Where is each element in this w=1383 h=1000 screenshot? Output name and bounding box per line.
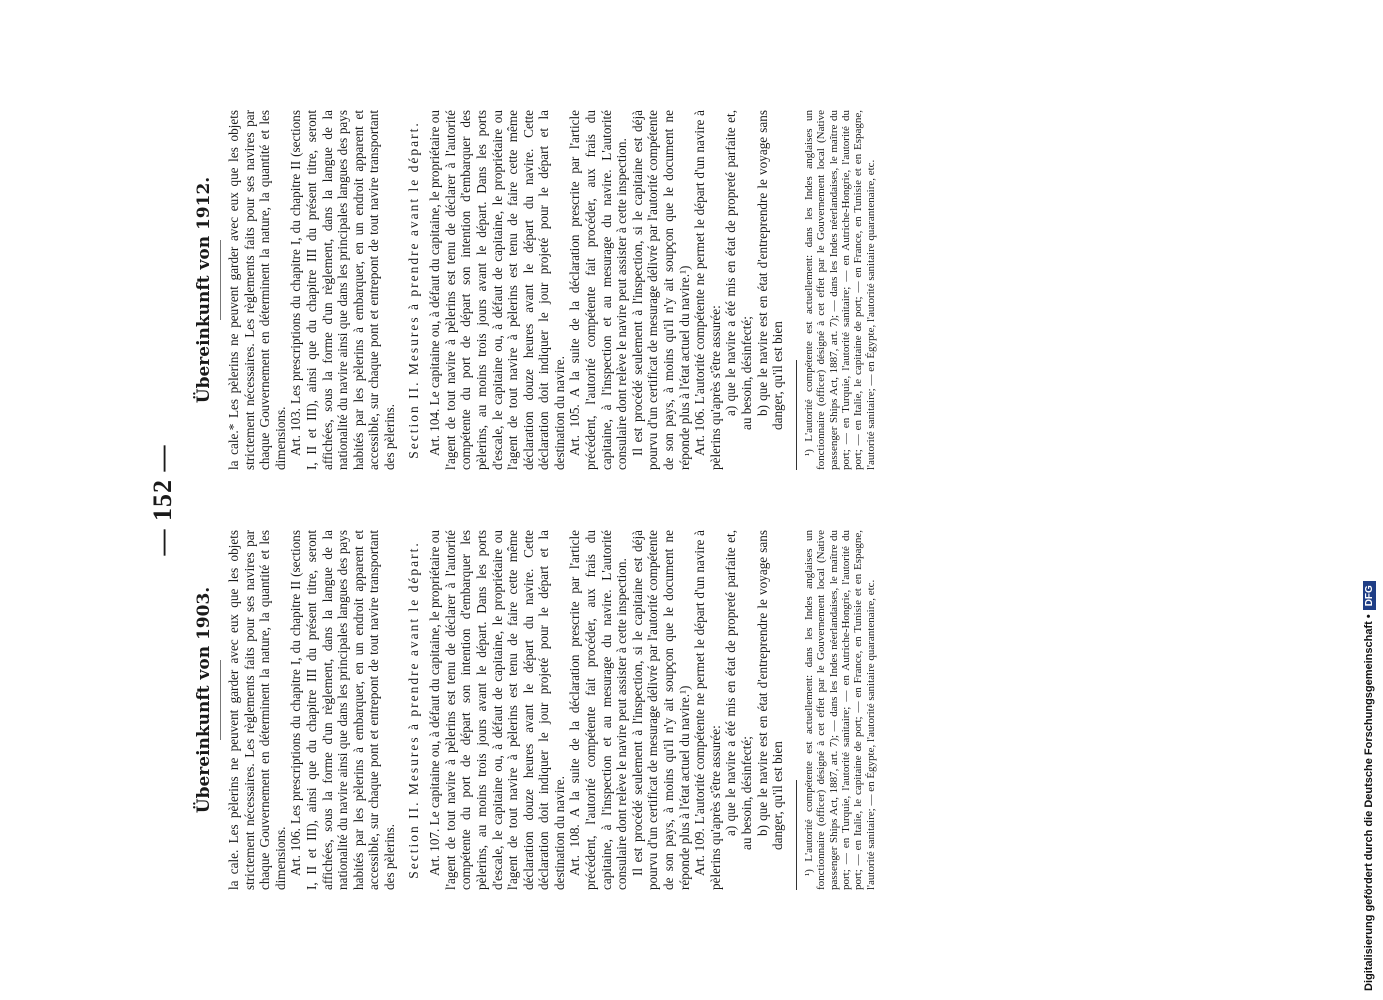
left-column-heading: Übereinkunft von 1903. — [194, 586, 214, 814]
right-heading-rule — [220, 240, 221, 320]
paragraph: Il est procédé seulement à l'inspection, si le capitaine est déjà pourvu d'un certificat de mesurage délivré par l'autorité compétente de son pays, à moins qu'il n'y ait soupçon que le document ne réponde plus à l'état actuel du navire.¹) — [629, 530, 692, 890]
scanned-page — [140, 80, 1200, 920]
list-item-b: b) que le navire est en état d'entreprendre le voyage sans danger, qu'il est bien — [754, 530, 786, 850]
paragraph: la cale. Les pèlerins ne peuvent garder avec eux que les objets strictement nécessaires. Les règlements faits pour ses navires par chaque Gouvernement en déterminent la nature, la quantité et les dimensions. — [226, 530, 288, 890]
digitization-credit-strip — [1361, 6, 1381, 996]
digitization-credit — [1363, 11, 1376, 991]
paragraph-art-109: Art. 109. L'autorité compétente ne permet le départ d'un navire à pèlerins qu'après s'être assurée: — [692, 530, 723, 890]
paragraph-art-104: Art. 104. Le capitaine ou, à défaut du capitaine, le propriétaire ou l'agent de tout navire à pèlerins est tenu de déclarer à l'autorité compétente du port de départ son intention d'embarquer des pèlerins, au moins trois jours avant le départ. Dans les ports d'escale, le capitaine ou, à défaut de capitaine, le propriétaire ou l'agent de tout navire à pèlerins est tenu de faire cette même déclaration douze heures avant le départ du navire. Cette déclaration doit indiquer le jour projeté pour le départ et la destination du navire. — [427, 110, 567, 470]
list-item-a: a) que le navire a été mis en état de propreté parfaite et, au besoin, désinfecté; — [723, 110, 754, 430]
section-title: Section II. Mesures à prendre avant le départ. — [405, 121, 421, 459]
footnote-separator — [796, 780, 797, 890]
paragraph-art-106: Art. 106. L'autorité compétente ne permet le départ d'un navire à pèlerins qu'après s'être assurée: — [692, 110, 723, 470]
paragraph-art-106: Art. 106. Les prescriptions du chapitre I, du chapitre II (sections I, II et III), ainsi que du chapitre III du présent titre, seront affichées, sous la forme d'un règlement, dans la langue de la nationalité du navire ainsi que dans les principales langues des pays habités par les pèlerins à embarquer, en un endroit apparent et accessible, sur chaque pont et entrepont de tout navire transportant des pèlerins. — [288, 530, 397, 890]
right-column — [226, 110, 877, 470]
footnote: ¹) L'autorité compétente est actuellement: dans les Indes anglaises un fonctionnaire (officer) désigné à cet effet par le Gouvernement local (Native passenger Ships Act, 1887, art. 7); — dans les Indes néerlandaises, le maître du port; — en Turquie, l'autorité sanitaire; — en Autriche-Hongrie, l'autorité du port; — en Italie, le capitaine de port; — en France, en Tunisie et en Espagne, l'autorité sanitaire; — en Égypte, l'autorité sanitaire quarantenaire, etc. — [802, 530, 877, 890]
paragraph-art-103: Art. 103. Les prescriptions du chapitre I, du chapitre II (sections I, II et III), ainsi que du chapitre III du présent titre, seront affichées, sous la forme d'un règlement, dans la langue de la nationalité du navire ainsi que dans les principales langues des pays habités par les pèlerins à embarquer, en un endroit apparent et accessible, sur chaque pont et entrepont de tout navire transportant des pèlerins. — [288, 110, 397, 470]
right-column-heading: Übereinkunft von 1912. — [194, 176, 214, 404]
paragraph: Il est procédé seulement à l'inspection, si le capitaine est déjà pourvu d'un certificat de mesurage délivré par l'autorité compétente de son pays, à moins qu'il n'y ait soupçon que le document ne réponde plus à l'état actuel du navire.¹) — [629, 110, 692, 470]
digitization-credit-text: Digitalisierung gefördert durch die Deutsche Forschungsgemeinschaft • — [1363, 614, 1375, 991]
paragraph-art-107: Art. 107. Le capitaine ou, à défaut du capitaine, le propriétaire ou l'agent de tout navire à pèlerins est tenu de déclarer à l'autorité compétente du port de départ son intention d'embarquer les pèlerins, au moins trois jours avant le départ. Dans les ports d'escale, le capitaine ou, à défaut de capitaine, le propriétaire ou l'agent de tout navire à pèlerins est tenu de faire cette même déclaration douze heures avant le départ du navire. Cette déclaration doit indiquer le jour projeté pour le départ et la destination du navire. — [427, 530, 567, 890]
list-item-b: b) que le navire est en état d'entreprendre le voyage sans danger, qu'il est bien — [754, 110, 786, 430]
section-title: Section II. Mesures à prendre avant le départ. — [405, 541, 421, 879]
left-heading-rule — [220, 660, 221, 740]
footnote: ¹) L'autorité compétente est actuellement: dans les Indes anglaises un fonctionnaire (officer) désigné à cet effet par le Gouvernement local (Native passenger Ships Act, 1887, art. 7); — dans les Indes néerlandaises, le maître du port; — en Turquie, l'autorité sanitaire; — en Autriche-Hongrie, l'autorité du port; — en Italie, le capitaine de port; — en France, en Tunisie et en Espagne, l'autorité sanitaire; — en Égypte, l'autorité sanitaire quarantenaire, etc. — [802, 110, 877, 470]
dfg-logo-badge: DFG — [1363, 581, 1376, 610]
paragraph-art-105: Art. 105. A la suite de la déclaration prescrite par l'article précédent, l'autorité compétente fait procéder, aux frais du capitaine, à l'inspection et au mesurage du navire. L'autorité consulaire dont relève le navire peut assister à cette inspection. — [567, 110, 630, 470]
left-column — [226, 530, 877, 890]
page-number: — 152 — — [148, 444, 177, 556]
paragraph-art-108: Art. 108. A la suite de la déclaration prescrite par l'article précédent, l'autorité compétente fait procéder, aux frais du capitaine, à l'inspection et au mesurage du navire. L'autorité consulaire dont relève le navire peut assister à cette inspection. — [567, 530, 630, 890]
footnote-separator — [796, 360, 797, 470]
list-item-a: a) que le navire a été mis en état de propreté parfaite et, au besoin, désinfecté; — [723, 530, 754, 850]
paragraph: la cale.* Les pèlerins ne peuvent garder avec eux que les objets strictement nécessaires. Les règlements faits pour ses navires par chaque Gouvernement en déterminent la nature, la quantité et les dimensions. — [226, 110, 288, 470]
